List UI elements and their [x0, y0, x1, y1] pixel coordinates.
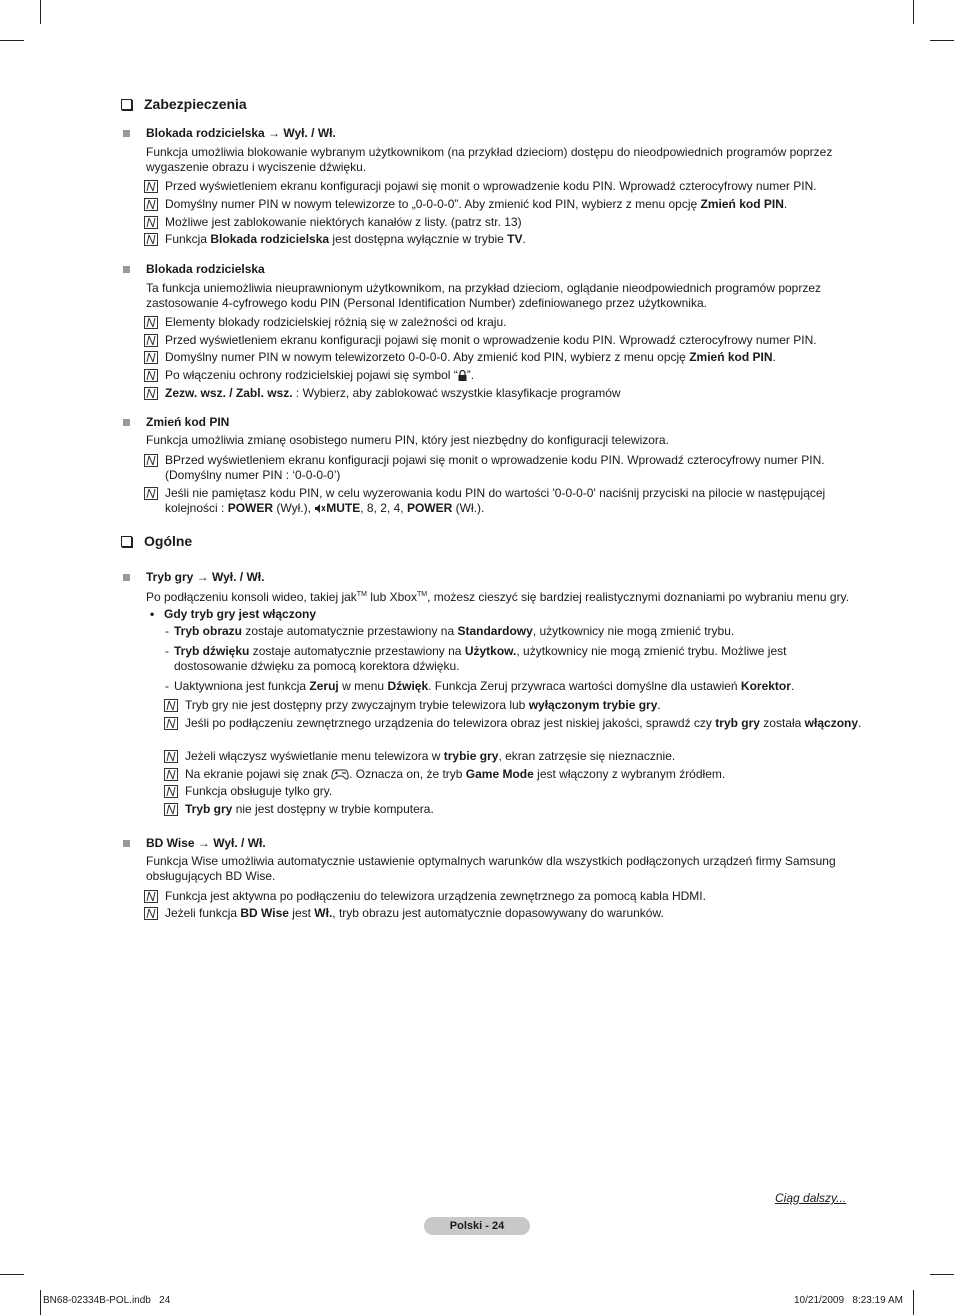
note-text: Jeśli nie pamiętasz kodu PIN, w celu wyzerowania kodu PIN do wartości '0-0-0-0' naciśnij przyciski na pilocie w następującej kolejności : POWER (Wył.), MUTE, 8, 2, 4, POWER (Wł.).	[165, 486, 826, 515]
note-icon	[164, 750, 178, 763]
dash-item: - Uaktywniona jest funkcja Zeruj w menu Dźwięk. Funkcja Zeruj przywraca wartości domyślne dla ustawień Korektor.	[165, 679, 795, 693]
square-bullet-icon	[123, 840, 130, 847]
section-title-text: Zabezpieczenia	[144, 96, 247, 112]
item-description: Funkcja umożliwia blokowanie wybranym użytkownikom (na przykład dzieciom) dostępu do nieodpowiednich programów poprzez wygaszenie obrazu i wyciszenie dźwięku.	[146, 145, 833, 174]
square-bullet-icon	[123, 419, 130, 426]
item-heading	[123, 570, 264, 584]
item-heading-text: BD Wise → Wył. / Wł.	[146, 836, 266, 850]
square-bullet-icon	[123, 266, 130, 273]
crop-mark	[0, 40, 24, 41]
section-title-security	[121, 96, 247, 112]
note	[164, 767, 864, 782]
note-text: Możliwe jest zablokowanie niektórych kanałów z listy. (patrz str. 13)	[165, 215, 522, 229]
note-text: Tryb gry nie jest dostępny przy zwyczajnym trybie telewizora lub wyłączonym trybie gry.	[185, 698, 661, 712]
note	[144, 333, 864, 348]
note-text: Po włączeniu ochrony rodzicielskiej pojawi się symbol “ ”.	[165, 368, 475, 382]
note	[144, 453, 864, 483]
crop-mark	[913, 1290, 914, 1315]
note-icon	[164, 699, 178, 712]
note-text: Na ekranie pojawi się znak . Oznacza on, że tryb Game Mode jest włączony z wybranym źródłem.	[185, 767, 726, 781]
square-bullet-icon	[123, 574, 130, 581]
note-icon	[144, 316, 158, 329]
item-heading-text: Zmień kod PIN	[146, 415, 230, 429]
gamepad-icon	[331, 768, 349, 780]
dash-item: - Tryb obrazu zostaje automatycznie przestawiony na Standardowy, użytkownicy nie mogą zmienić trybu.	[165, 624, 735, 638]
checkbox-bullet-icon	[121, 99, 132, 110]
mute-icon	[314, 503, 326, 514]
note-icon	[144, 216, 158, 229]
page-number-badge: Polski - 24	[424, 1217, 530, 1235]
note-icon	[144, 180, 158, 193]
checkbox-bullet-icon	[121, 536, 132, 547]
note-icon	[144, 198, 158, 211]
note	[144, 889, 864, 904]
note-icon	[164, 803, 178, 816]
file-info: BN68-02334B-POL.indb 24	[43, 1295, 171, 1306]
bullet-item: • Gdy tryb gry jest włączony	[150, 607, 317, 621]
square-bullet-icon	[123, 130, 130, 137]
note-text: Funkcja jest aktywna po podłączeniu do telewizora urządzenia zewnętrznego za pomocą kabla HDMI.	[165, 889, 706, 903]
note	[144, 215, 864, 230]
dash-item: - Tryb dźwięku zostaje automatycznie przestawiony na Użytkow., użytkownicy nie mogą zmienić trybu. Możliwe jest dostosowanie dźwięku za pomocą korektora dźwięku.	[165, 644, 787, 673]
note	[144, 906, 864, 921]
note-icon	[164, 768, 178, 781]
note	[164, 716, 864, 731]
note	[164, 698, 864, 713]
item-description: Po podłączeniu konsoli wideo, takiej jak™ lub Xbox™, możesz cieszyć się bardziej realistycznymi doznaniami po wybraniu menu gry.	[146, 590, 850, 604]
note-text: Przed wyświetleniem ekranu konfiguracji pojawi się monit o wprowadzenie kodu PIN. Wprowadź czterocyfrowy numer PIN.	[165, 333, 817, 347]
item-heading	[123, 836, 266, 850]
note	[144, 386, 864, 401]
note	[144, 197, 864, 212]
note-text: Funkcja obsługuje tylko gry.	[185, 784, 333, 798]
note-text: Jeśli po podłączeniu zewnętrznego urządzenia do telewizora obraz jest niskiej jakości, sprawdź czy tryb gry została włączony.	[185, 716, 862, 730]
section-title-text: Ogólne	[144, 533, 193, 549]
note-icon	[144, 387, 158, 400]
note-icon	[144, 454, 158, 467]
note	[164, 784, 864, 799]
crop-mark	[40, 1290, 41, 1315]
item-heading	[123, 126, 336, 140]
note-text: Domyślny numer PIN w nowym telewizorzeto 0-0-0-0. Aby zmienić kod PIN, wybierz z menu opcję Zmień kod PIN.	[165, 350, 776, 364]
note	[164, 802, 864, 817]
item-heading-text: Blokada rodzicielska	[146, 262, 265, 276]
note	[144, 350, 864, 365]
note-text: Przed wyświetleniem ekranu konfiguracji pojawi się monit o wprowadzenie kodu PIN. Wprowadź czterocyfrowy numer PIN.	[165, 179, 817, 193]
note-icon	[144, 233, 158, 246]
item-heading	[123, 415, 229, 429]
note-icon	[144, 334, 158, 347]
note-icon	[144, 487, 158, 500]
note-icon	[144, 351, 158, 364]
bullet-dot: •	[150, 607, 155, 621]
continue-label: Ciąg dalszy...	[775, 1191, 847, 1205]
item-heading-text: Blokada rodzicielska → Wył. / Wł.	[146, 126, 336, 140]
section-title-general	[121, 533, 192, 549]
note-icon	[164, 785, 178, 798]
note-icon	[144, 890, 158, 903]
item-description: Funkcja Wise umożliwia automatycznie ustawienie optymalnych warunków dla wszystkich podłączonych urządzeń firmy Samsung obsługujących BD Wise.	[146, 854, 836, 883]
note-icon	[144, 907, 158, 920]
note	[144, 315, 864, 330]
note-text: Elementy blokady rodzicielskiej różnią się w zależności od kraju.	[165, 315, 507, 329]
note-text: Funkcja Blokada rodzicielska jest dostępna wyłącznie w trybie TV.	[165, 232, 526, 246]
note	[164, 749, 864, 764]
note	[144, 179, 864, 194]
note-text: Tryb gry nie jest dostępny w trybie komputera.	[185, 802, 434, 816]
crop-mark	[40, 0, 41, 24]
note-text: Domyślny numer PIN w nowym telewizorze to „0-0-0-0”. Aby zmienić kod PIN, wybierz z menu opcję Zmień kod PIN.	[165, 197, 788, 211]
crop-mark	[0, 1274, 24, 1275]
crop-mark	[930, 40, 954, 41]
note-text: BPrzed wyświetleniem ekranu konfiguracji pojawi się monit o wprowadzenie kodu PIN. Wprowadź czterocyfrowy numer PIN. (Domyślny numer PIN : ‘0-0-0-0’)	[165, 453, 825, 482]
note-icon	[144, 369, 158, 382]
crop-mark	[913, 0, 914, 24]
note-icon	[164, 717, 178, 730]
note	[144, 486, 864, 516]
note-text: Jeżeli funkcja BD Wise jest Wł., tryb obrazu jest automatycznie dopasowywany do warunków.	[165, 906, 664, 920]
print-date: 10/21/2009 8:23:19 AM	[794, 1295, 903, 1306]
note	[144, 368, 864, 383]
lock-icon	[458, 370, 467, 381]
crop-mark	[930, 1274, 954, 1275]
note	[144, 232, 864, 247]
item-heading-text: Tryb gry → Wył. / Wł.	[146, 570, 265, 584]
note-text: Zezw. wsz. / Zabl. wsz. : Wybierz, aby zablokować wszystkie klasyfikacje programów	[165, 386, 621, 400]
note-text: Jeżeli włączysz wyświetlanie menu telewizora w trybie gry, ekran zatrzęsie się nieznacznie.	[185, 749, 676, 763]
item-description: Ta funkcja uniemożliwia nieuprawnionym użytkownikom, na przykład dzieciom, oglądanie nieodpowiednich programów poprzez zastosowanie 4-cyfrowego kodu PIN (Personal Identification Number) zdefiniowanego przez użytkownika.	[146, 281, 822, 310]
item-heading	[123, 262, 265, 276]
item-description: Funkcja umożliwia zmianę osobistego numeru PIN, który jest niezbędny do konfiguracji telewizora.	[146, 433, 669, 447]
